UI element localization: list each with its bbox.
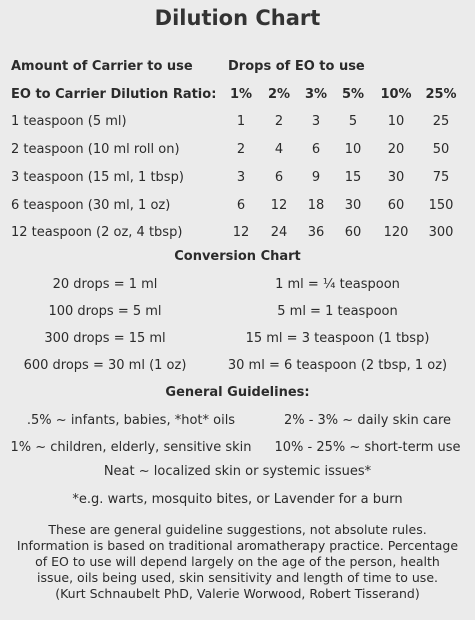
- page-title: Dilution Chart: [154, 6, 321, 30]
- carrier-amount-label: 6 teaspoon (30 ml, 1 oz): [11, 198, 171, 213]
- drops-value: 36: [307, 225, 325, 240]
- guideline-left: 1% ~ children, elderly, sensitive skin: [10, 440, 252, 455]
- percent-header: 1%: [229, 87, 253, 102]
- drops-value: 15: [344, 170, 362, 185]
- conversion-right: 30 ml = 6 teaspoon (2 tbsp, 1 oz): [227, 358, 448, 373]
- drops-value: 6: [311, 142, 321, 157]
- drops-value: 25: [432, 114, 450, 129]
- drops-header: Drops of EO to use: [228, 59, 365, 74]
- percent-header: 2%: [267, 87, 291, 102]
- conversion-right: 1 ml = ¼ teaspoon: [275, 277, 400, 292]
- note-line: of EO to use will depend largely on the age of the person, health: [35, 554, 440, 569]
- drops-value: 10: [344, 142, 362, 157]
- drops-value: 6: [236, 198, 246, 213]
- note-line: Information is based on traditional aromatherapy practice. Percentage: [16, 538, 459, 553]
- note-line: issue, oils being used, skin sensitivity and length of time to use.: [37, 570, 438, 585]
- drops-value: 300: [428, 225, 454, 240]
- carrier-amount-label: 3 teaspoon (15 ml, 1 tbsp): [11, 170, 184, 185]
- guidelines-title: General Guidelines:: [165, 385, 310, 400]
- drops-value: 12: [270, 198, 288, 213]
- carrier-amount-label: 1 teaspoon (5 ml): [11, 114, 127, 129]
- conversion-left: 100 drops = 5 ml: [48, 304, 162, 319]
- conversion-right: 5 ml = 1 teaspoon: [277, 304, 398, 319]
- drops-value: 12: [232, 225, 250, 240]
- drops-value: 60: [387, 198, 405, 213]
- drops-value: 30: [344, 198, 362, 213]
- drops-value: 3: [236, 170, 246, 185]
- note-line: These are general guideline suggestions, not absolute rules.: [48, 522, 427, 537]
- drops-value: 9: [311, 170, 321, 185]
- conversion-title: Conversion Chart: [174, 249, 301, 264]
- conversion-left: 600 drops = 30 ml (1 oz): [23, 358, 187, 373]
- drops-value: 1: [236, 114, 246, 129]
- drops-value: 20: [387, 142, 405, 157]
- drops-value: 18: [307, 198, 325, 213]
- conversion-right: 15 ml = 3 teaspoon (1 tbsp): [245, 331, 430, 346]
- carrier-amount-label: 12 teaspoon (2 oz, 4 tbsp): [11, 225, 183, 240]
- drops-value: 24: [270, 225, 288, 240]
- conversion-left: 20 drops = 1 ml: [52, 277, 158, 292]
- drops-value: 30: [387, 170, 405, 185]
- drops-value: 3: [311, 114, 321, 129]
- carrier-header: Amount of Carrier to use: [11, 59, 193, 74]
- drops-value: 2: [236, 142, 246, 157]
- guideline-example: *e.g. warts, mosquito bites, or Lavender for a burn: [72, 492, 403, 507]
- drops-value: 5: [348, 114, 358, 129]
- drops-value: 2: [274, 114, 284, 129]
- note-line: (Kurt Schnaubelt PhD, Valerie Worwood, Robert Tisserand): [55, 586, 420, 601]
- conversion-left: 300 drops = 15 ml: [44, 331, 166, 346]
- ratio-header: EO to Carrier Dilution Ratio:: [11, 87, 217, 102]
- disclaimer-note: [0, 522, 475, 602]
- guideline-right: 10% - 25% ~ short-term use: [274, 440, 461, 455]
- guideline-neat: Neat ~ localized skin or systemic issues*: [103, 464, 372, 479]
- drops-value: 50: [432, 142, 450, 157]
- drops-value: 75: [432, 170, 450, 185]
- percent-header: 5%: [341, 87, 365, 102]
- drops-value: 4: [274, 142, 284, 157]
- drops-value: 120: [383, 225, 409, 240]
- percent-header: 25%: [425, 87, 457, 102]
- drops-value: 60: [344, 225, 362, 240]
- guideline-left: .5% ~ infants, babies, *hot* oils: [26, 413, 236, 428]
- drops-value: 10: [387, 114, 405, 129]
- drops-value: 6: [274, 170, 284, 185]
- percent-header: 3%: [304, 87, 328, 102]
- carrier-amount-label: 2 teaspoon (10 ml roll on): [11, 142, 180, 157]
- guideline-right: 2% - 3% ~ daily skin care: [283, 413, 452, 428]
- percent-header: 10%: [380, 87, 412, 102]
- drops-value: 150: [428, 198, 454, 213]
